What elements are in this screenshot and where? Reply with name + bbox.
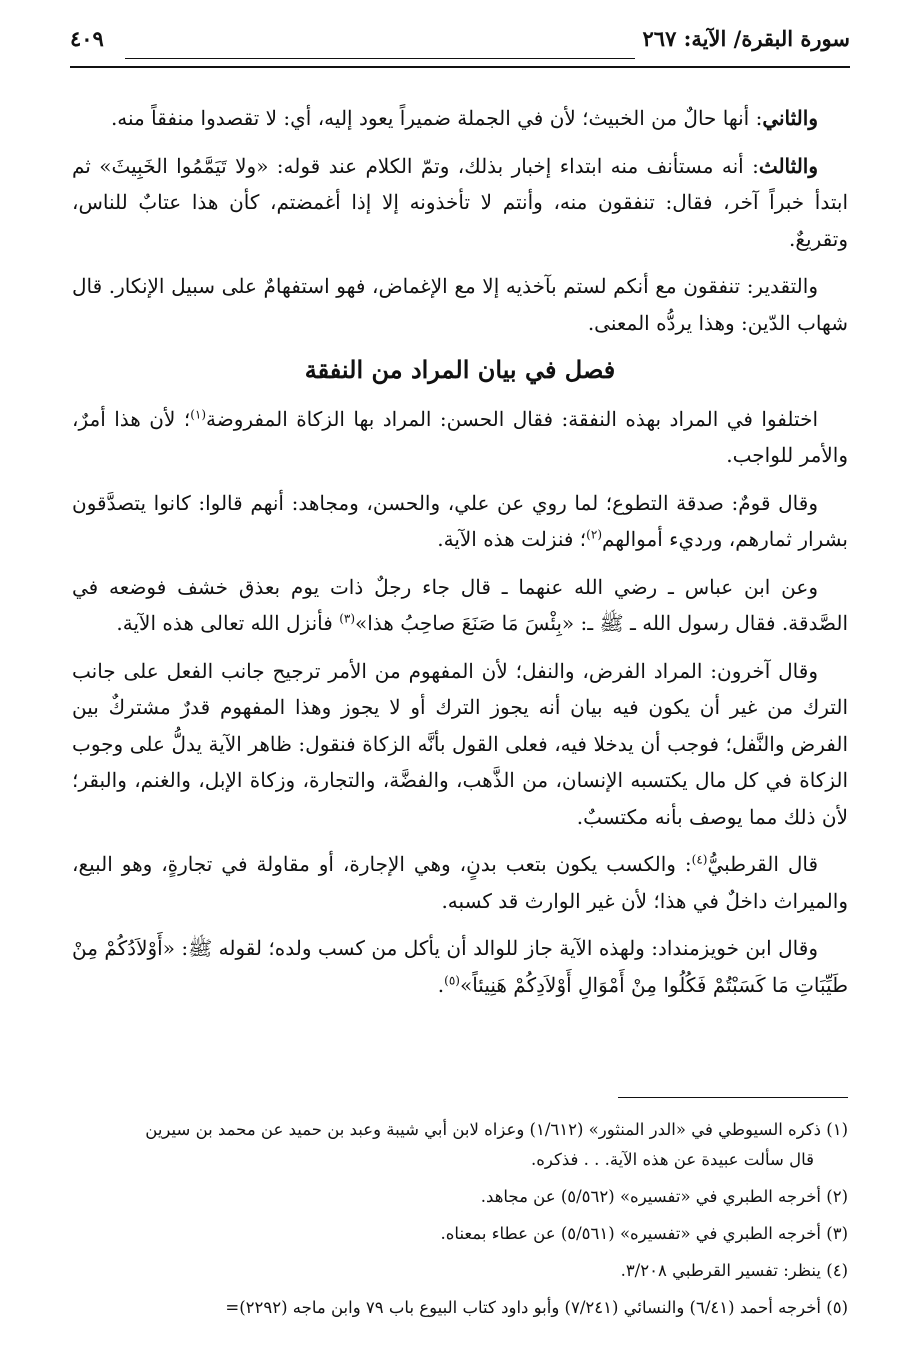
- main-text: [72, 100, 848, 1014]
- footnote-ref[interactable]: (٥): [444, 972, 460, 987]
- footnote-item: [72, 1115, 848, 1175]
- footnote-ref[interactable]: (٣): [339, 611, 356, 626]
- footnote-text: (٥) أخرجه أحمد (٦/٤١) والنسائي (٧/٢٤١) وأبو داود كتاب البيوع باب ٧٩ وابن ماجه (٢٢٩٢)=: [225, 1298, 848, 1317]
- paragraph-text: والتقدير: تنفقون مع أنكم لستم بآخذيه إلا مع الإغماض، فهو استفهامٌ على سبيل الإنكار. قال شهاب الدّين: وهذا يردُّه المعنى.: [72, 274, 848, 335]
- section-heading: فصل في بيان المراد من النفقة: [304, 355, 616, 384]
- footnote-text: (٣) أخرجه الطبري في «تفسيره» (٥/٥٦١) عن عطاء بمعناه.: [440, 1224, 848, 1243]
- running-header-title: سورة البقرة/ الآية: ٢٦٧: [642, 26, 850, 51]
- paragraph-text: ؛ لأن هذا أمرٌ، والأمر للواجب.: [72, 406, 848, 467]
- paragraph-text: اختلفوا في المراد بهذه النفقة: فقال الحسن: المراد بها الزكاة المفروضة: [206, 406, 818, 431]
- paragraph: [72, 653, 848, 836]
- footnote-separator: [618, 1097, 848, 1098]
- page-number: ٤٠٩: [70, 26, 104, 51]
- paragraph: [72, 930, 848, 1003]
- footnote-continuation: قال سألت عبيدة عن هذه الآية. . . فذكره.: [530, 1150, 814, 1169]
- footnote-item: [72, 1256, 848, 1286]
- paragraph-text: وقال آخرون: المراد الفرض، والنفل؛ لأن المفهوم من الأمر ترجيح جانب الفعل على جانب الترك من غير أن يكون فيه بيان أنه يجوز الترك أو لا يجوز وهذا المفهوم قدرٌ مشتركٌ بين الفرض والنَّفل؛ فوجب أن يدخلا فيه، فعلى القول بأنَّه الزكاة فنقول: ظاهر الآية يدلُّ على وجوب الزكاة في كل مال يكتسبه الإنسان، من الذَّهب، والفضَّة، والتجارة، وزكاة الإبل، والغنم، والبقر؛ لأن ذلك مما يوصف بأنه مكتسبٌ.: [72, 658, 849, 829]
- footnote-ref[interactable]: (٢): [586, 527, 602, 542]
- paragraph-text: فأنزل الله تعالى هذه الآية.: [116, 611, 340, 635]
- footnote-text: (١) ذكره السيوطي في «الدر المنثور» (١/٦١٢) وعزاه لابن أبي شيبة وعبد بن حميد عن محمد بن سيرين: [145, 1120, 848, 1139]
- footnote-text: (٤) ينظر: تفسير القرطبي ٣/٢٠٨.: [620, 1261, 848, 1280]
- paragraph: [72, 485, 848, 558]
- paragraph: [72, 100, 848, 137]
- paragraph-lead: والثاني: [762, 106, 818, 130]
- footnote-ref[interactable]: (١): [190, 406, 207, 421]
- paragraph-text: وعن ابن عباس ـ رضي الله عنهما ـ قال جاء رجلٌ ذات يوم بعذق خشف فوضعه في الصَّدقة. فقال رسول الله ـ ﷺ ـ: «بِئْسَ مَا صَنَعَ صاحِبُ هذا»: [72, 574, 848, 635]
- footnote-item: [72, 1293, 848, 1323]
- paragraph-text: وقال ابن خويزمنداد: ولهذه الآية جاز للوالد أن يأكل من كسب ولده؛ لقوله ﷺ: «أَوْلاَدُكُمْ مِنْ طَيِّبَاتِ مَا كَسَبْتُمْ فَكُلُوا مِنْ أَمْوَالِ أَوْلاَدِكُمْ هَنِيئاً»: [72, 936, 848, 997]
- header-rule: [125, 58, 635, 59]
- paragraph-text: ؛ فنزلت هذه الآية.: [437, 527, 587, 551]
- footnotes: [72, 1115, 848, 1330]
- paragraph-text: .: [437, 972, 445, 997]
- page-header: [70, 20, 850, 60]
- paragraph: [72, 846, 848, 919]
- paragraph-lead: والثالث: [758, 153, 818, 178]
- header-divider: [70, 66, 850, 68]
- paragraph-text: وقال قومٌ: صدقة التطوع؛ لما روي عن علي، والحسن، ومجاهد: أنهم قالوا: كانوا يتصدَّقون بشرار ثمارهم، ورديء أموالهم: [72, 490, 848, 551]
- paragraph: [72, 569, 848, 642]
- paragraph: [72, 401, 848, 474]
- paragraph: [72, 268, 848, 341]
- footnote-ref[interactable]: (٤): [691, 852, 708, 867]
- footnote-item: [72, 1182, 848, 1212]
- paragraph-text: قال القرطبيُّ: [707, 852, 819, 876]
- paragraph-text: : أنه مستأنف منه ابتداء إخبار بذلك، وتمّ الكلام عند قوله: «ولا تَيَمَّمُوا الخَبِيثَ» ثم ابتدأ خبراً آخر، فقال: تنفقون منه، وأنتم لا تأخذونه إلا إذا أغمضتم، كأن هذا عتابٌ للناس، وتقريعٌ.: [72, 153, 848, 251]
- paragraph-text: : أنها حالٌ من الخبيث؛ لأن في الجملة ضميراً يعود إليه، أي: لا تقصدوا منفقاً منه.: [110, 106, 763, 130]
- paragraph-text: : والكسب يكون بتعب بدنٍ، وهي الإجارة، أو مقاولة في تجارةٍ، وهو البيع، والميراث داخلٌ في هذا؛ لأن غير الوارث قد كسبه.: [72, 852, 848, 913]
- footnote-item: [72, 1219, 848, 1249]
- paragraph: [72, 148, 848, 258]
- footnote-text: (٢) أخرجه الطبري في «تفسيره» (٥/٥٦٢) عن مجاهد.: [480, 1187, 848, 1206]
